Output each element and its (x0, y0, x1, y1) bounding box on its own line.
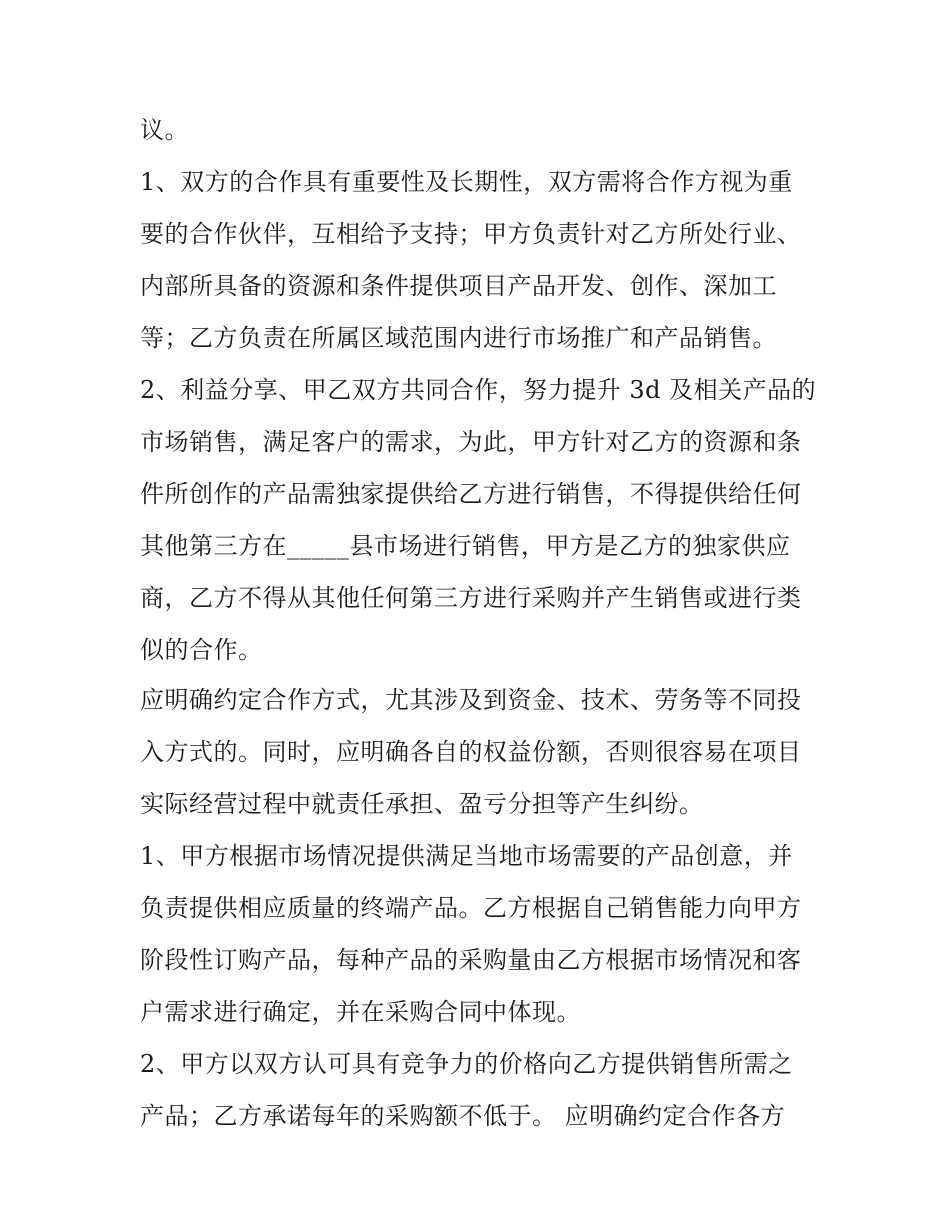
text-line: 负责提供相应质量的终端产品。乙方根据自己销售能力向甲方 (140, 894, 802, 922)
text-line: 市场销售，满足客户的需求，为此，甲方针对乙方的资源和条 (140, 428, 802, 456)
text-line: 入方式的。同时，应明确各自的权益份额，否则很容易在项目 (140, 738, 802, 766)
text-line: 应明确约定合作方式，尤其涉及到资金、技术、劳务等不同投 (140, 686, 802, 714)
text-line: 户需求进行确定，并在采购合同中体现。 (140, 998, 581, 1026)
text-line: 等；乙方负责在所属区域范围内进行市场推广和产品销售。 (140, 324, 777, 352)
text-line: 似的合作。 (140, 636, 263, 664)
text-line: 商，乙方不得从其他任何第三方进行采购并产生销售或进行类 (140, 584, 802, 612)
text-line: 内部所具备的资源和条件提供项目产品开发、创作、深加工 (140, 272, 777, 300)
text-line: 产品；乙方承诺每年的采购额不低于。 应明确约定合作各方 (140, 1102, 786, 1130)
text-line: 2、甲方以双方认可具有竞争力的价格向乙方提供销售所需之 (140, 1050, 793, 1078)
text-line: 其他第三方在_____县市场进行销售，甲方是乙方的独家供应 (140, 532, 791, 560)
text-line: 阶段性订购产品，每种产品的采购量由乙方根据市场情况和客 (140, 946, 802, 974)
text-line: 议。 (140, 116, 189, 144)
text-line: 1、甲方根据市场情况提供满足当地市场需要的产品创意，并 (140, 842, 793, 870)
text-line: 2、利益分享、甲乙双方共同合作，努力提升 3d 及相关产品的 (140, 376, 817, 404)
text-line: 实际经营过程中就责任承担、盈亏分担等产生纠纷。 (140, 790, 704, 818)
text-line: 件所创作的产品需独家提供给乙方进行销售，不得提供给任何 (140, 480, 802, 508)
text-line: 要的合作伙伴，互相给予支持；甲方负责针对乙方所处行业、 (140, 220, 802, 248)
text-line: 1、双方的合作具有重要性及长期性，双方需将合作方视为重 (140, 168, 793, 196)
